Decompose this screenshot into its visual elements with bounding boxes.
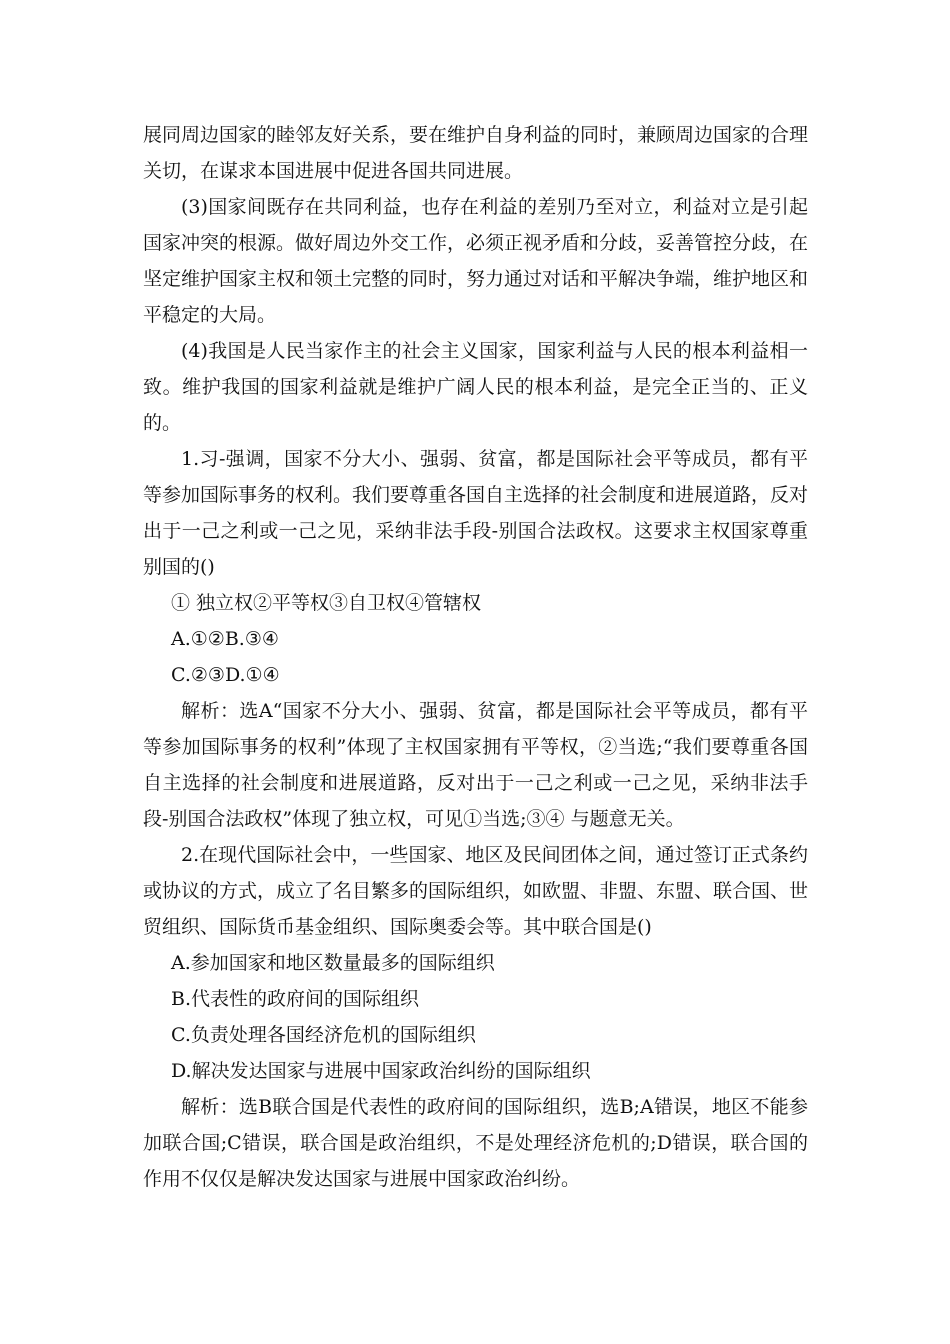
- question-1-stem: 1.习-强调，国家不分大小、强弱、贫富，都是国际社会平等成员，都有平等参加国际事务的权利。我们要尊重各国自主选择的社会制度和进展道路，反对出于一己之利或一己之见，采纳非法手段-别国合法政权。这要求主权国家尊重别国的(): [143, 448, 809, 578]
- question-1-analysis: 解析：选A“国家不分大小、强弱、贫富，都是国际社会平等成员，都有平等参加国际事务的权利”体现了主权国家拥有平等权，②当选;“我们要尊重各国自主选择的社会制度和进展道路，反对出于一己之利或一己之见，采纳非法手段-别国合法政权”体现了独立权，可见①当选;③④ 与题意无关。: [143, 700, 808, 830]
- paragraph-continuation: 展同周边国家的睦邻友好关系，要在维护自身利益的同时，兼顾周边国家的合理关切，在谋求本国进展中促进各国共同进展。: [143, 124, 809, 182]
- question-1-option-row-cd: C.②③D.①④: [171, 664, 280, 686]
- paragraph-point-3: (3)国家间既存在共同利益，也存在利益的差别乃至对立，利益对立是引起国家冲突的根源。做好周边外交工作，必须正视矛盾和分歧，妥善管控分歧，在坚定维护国家主权和领土完整的同时，努力通过对话和平解决争端，维护地区和平稳定的大局。: [143, 196, 809, 326]
- question-1-statements: ① 独立权②平等权③自卫权④管辖权: [171, 592, 482, 614]
- document-body: [143, 117, 808, 1197]
- question-2-option-c: C.负责处理各国经济危机的国际组织: [171, 1024, 476, 1046]
- paragraph-point-4: (4)我国是人民当家作主的社会主义国家，国家利益与人民的根本利益相一致。维护我国的国家利益就是维护广阔人民的根本利益，是完全正当的、正义的。: [143, 340, 808, 434]
- question-2-option-d: D.解决发达国家与进展中国家政治纠纷的国际组织: [171, 1060, 591, 1082]
- question-2-option-b: B.代表性的政府间的国际组织: [171, 988, 420, 1010]
- question-1-option-row-ab: A.①②B.③④: [171, 628, 279, 650]
- question-2-option-a: A.参加国家和地区数量最多的国际组织: [171, 952, 495, 974]
- question-2-analysis: 解析：选B联合国是代表性的政府间的国际组织，选B;A错误，地区不能参加联合国;C错误，联合国是政治组织，不是处理经济危机的;D错误，联合国的作用不仅仅是解决发达国家与进展中国家政治纠纷。: [143, 1096, 808, 1190]
- question-2-stem: 2.在现代国际社会中，一些国家、地区及民间团体之间，通过签订正式条约或协议的方式，成立了名目繁多的国际组织，如欧盟、非盟、东盟、联合国、世贸组织、国际货币基金组织、国际奥委会等。其中联合国是(): [143, 844, 809, 938]
